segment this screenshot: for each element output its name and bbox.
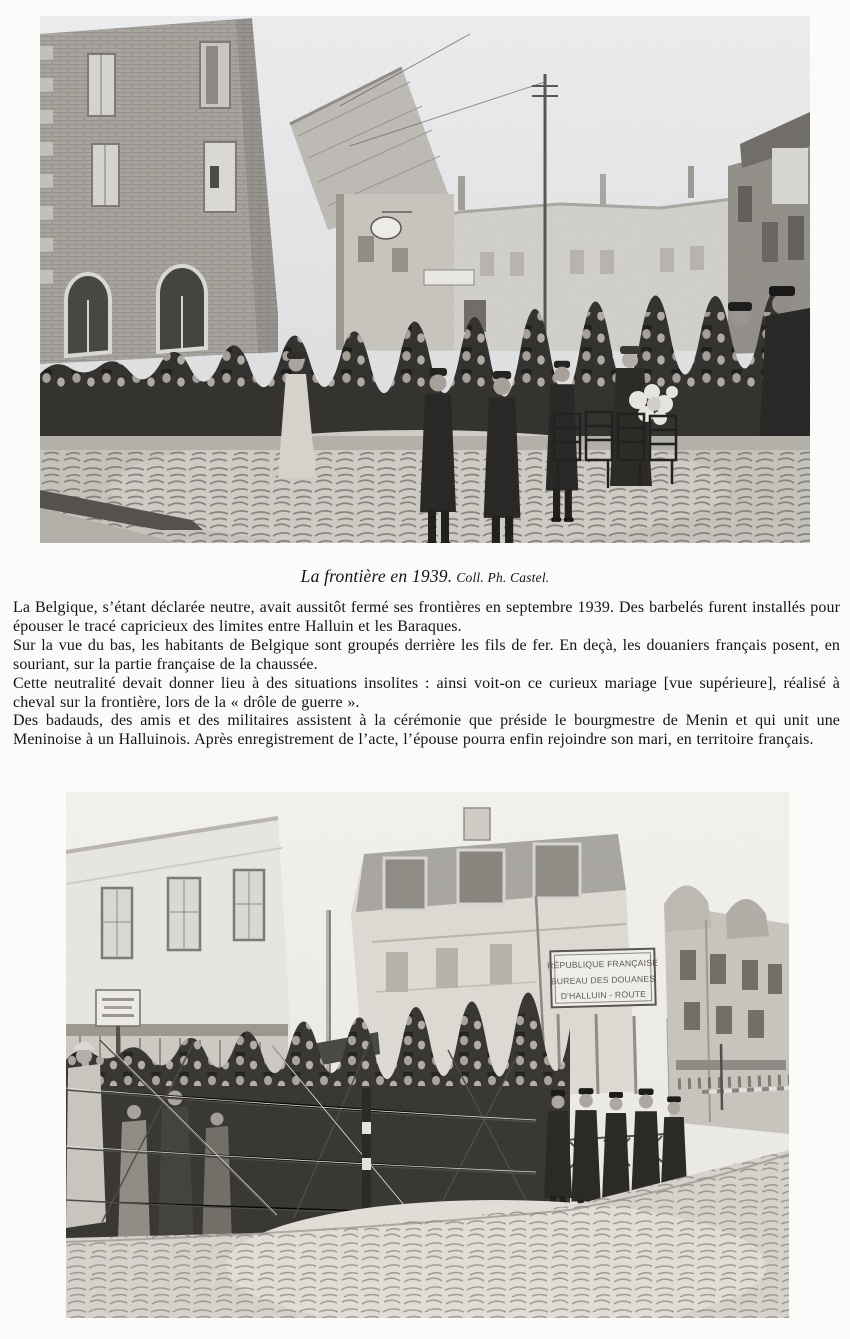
film-grain: [40, 16, 810, 543]
photo-bottom-illustration: [66, 792, 789, 1318]
film-grain: [66, 792, 789, 1318]
photo-barbed-wire-customs: [66, 792, 789, 1318]
caption-credit: Coll. Ph. Castel.: [456, 570, 550, 585]
paragraph-3: Cette neutralité devait donner lieu à des situations insolites : ainsi voit-on ce curieux mariage [vue supérieure], réalisé à cheval sur la frontière, lors de la « drôle de guerre ».: [13, 674, 840, 711]
photo-border-wedding-1939: [40, 16, 810, 543]
paragraph-1: La Belgique, s’étant déclarée neutre, avait aussitôt fermé ses frontières en septembre 1939. Des barbelés furent installés pour épouser le tracé capricieux des limites entre Halluin et les Baraques.: [13, 599, 840, 635]
caption-title: La frontière en 1939.: [300, 566, 453, 586]
photo-caption: [0, 566, 850, 587]
photo-top-illustration: [40, 16, 810, 543]
body-text: [13, 599, 840, 750]
paragraph-2: Sur la vue du bas, les habitants de Belgique sont groupés derrière les fils de fer. En deçà, les douaniers français posent, en souriant, sur la partie française de la chaussée.: [13, 636, 840, 673]
paragraph-4: Des badauds, des amis et des militaires assistent à la cérémonie que préside le bourgmestre de Menin et qui unit une Meninoise à un Halluinois. Après enregistrement de l’acte, l’épouse pourra enfin rejoindre son mari, en territoire français.: [13, 712, 840, 749]
